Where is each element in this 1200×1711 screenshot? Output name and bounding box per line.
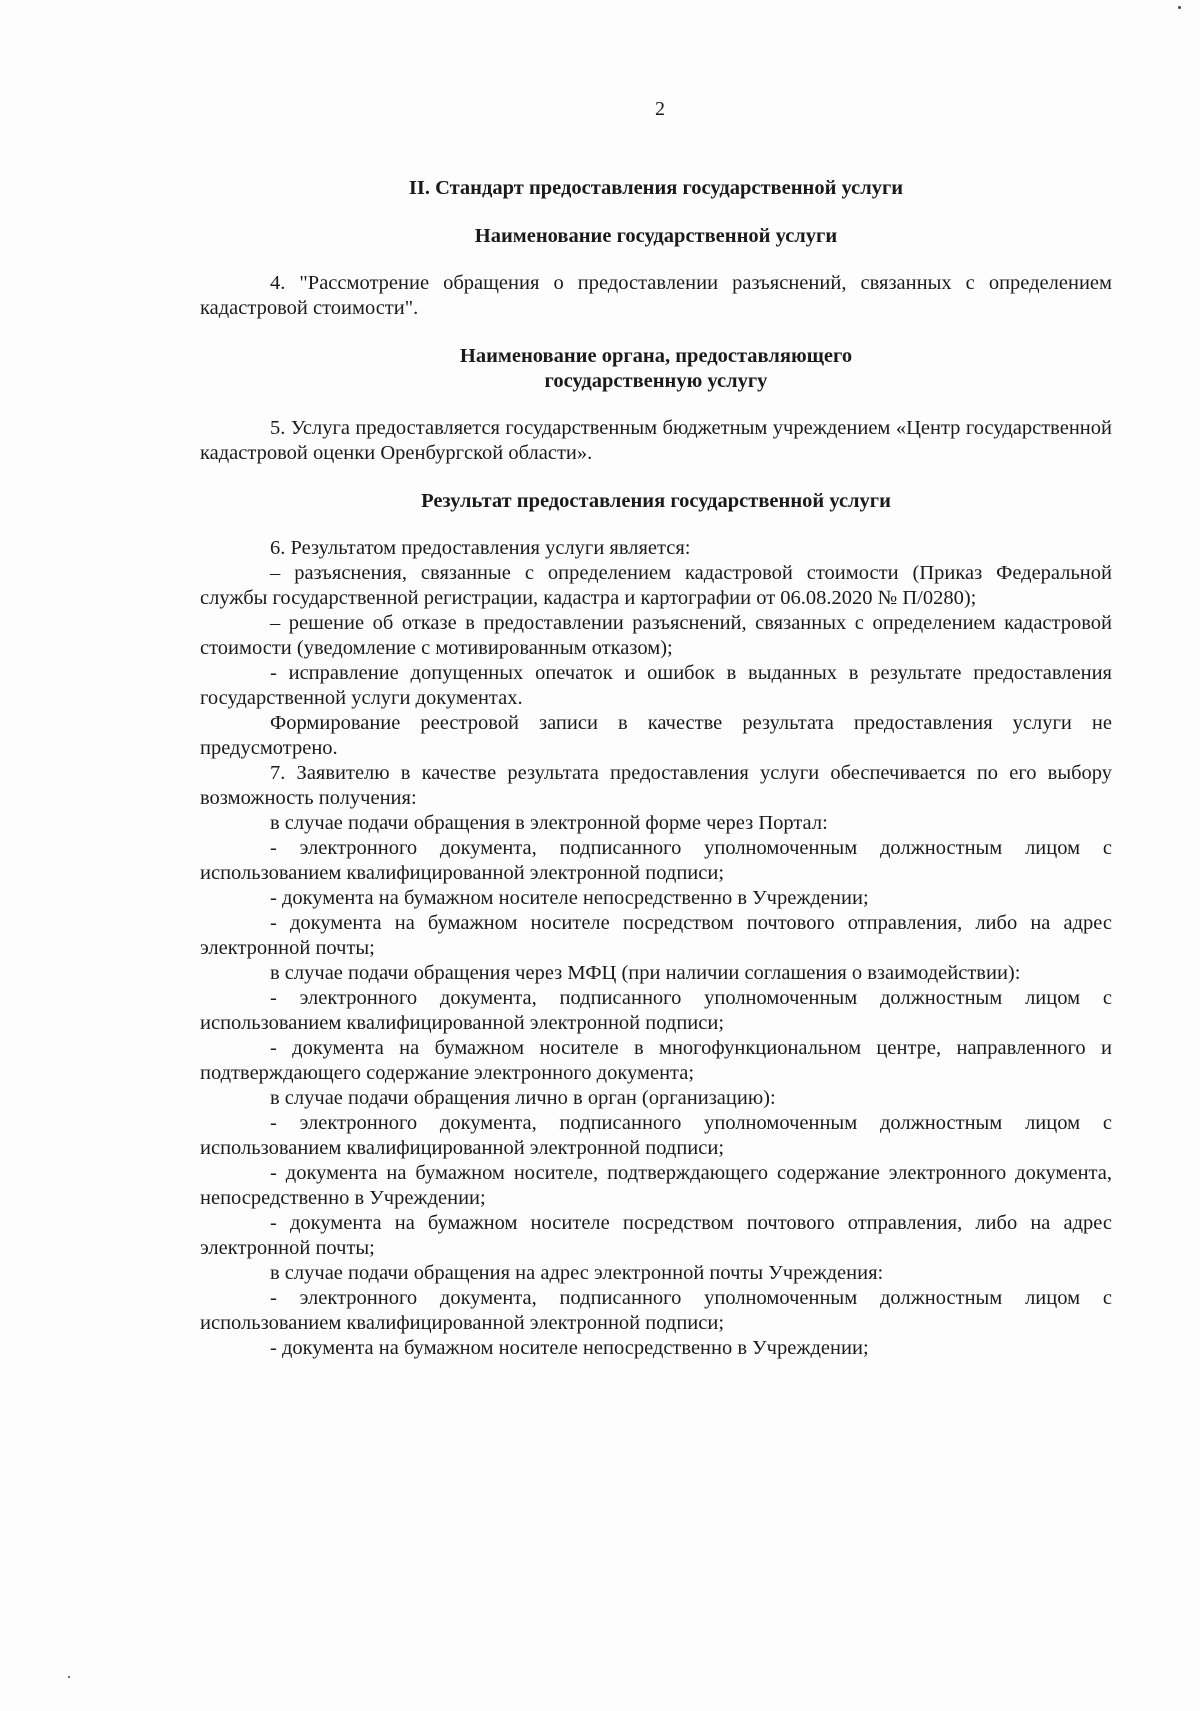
case-email: в случае подачи обращения на адрес электронной почты Учреждения: bbox=[270, 1262, 884, 1284]
case-email-item-paper: - документа на бумажном носителе непосредственно в Учреждении; bbox=[270, 1337, 869, 1359]
heading-service-name: Наименование государственной услуги bbox=[474, 225, 838, 247]
scan-speck bbox=[1178, 6, 1181, 9]
paragraph-5: 5. Услуга предоставляется государственным бюджетным учреждением «Центр государственной кадастровой оценки Оренбургской области». bbox=[200, 417, 1112, 464]
section-title: II. Стандарт предоставления государственной услуги bbox=[408, 177, 904, 199]
case-personal-item-paper: - документа на бумажном носителе, подтверждающего содержание электронного документа, непосредственно в Учреждении; bbox=[200, 1162, 1112, 1209]
paragraph-6-item-corrections: - исправление допущенных опечаток и ошибок в выданных в результате предоставления государственной услуги документах. bbox=[200, 662, 1112, 709]
case-portal: в случае подачи обращения в электронной форме через Портал: bbox=[270, 812, 828, 834]
page-number: 2 bbox=[655, 98, 665, 120]
paragraph-6-item-clarifications: – разъяснения, связанные с определением кадастровой стоимости (Приказ Федеральной службы государственной регистрации, кадастра и картографии от 06.08.2020 № П/0280); bbox=[200, 562, 1112, 609]
paragraph-6-registry-note: Формирование реестровой записи в качестве результата предоставления услуги не предусмотрено. bbox=[200, 712, 1112, 759]
heading-providing-body-line2: государственную услугу bbox=[544, 370, 768, 392]
case-mfc-item-electronic: - электронного документа, подписанного уполномоченным должностным лицом с использованием квалифицированной электронной подписи; bbox=[200, 987, 1112, 1034]
case-personal-item-electronic: - электронного документа, подписанного уполномоченным должностным лицом с использованием квалифицированной электронной подписи; bbox=[200, 1112, 1112, 1159]
case-portal-item-mail: - документа на бумажном носителе посредством почтового отправления, либо на адрес электронной почты; bbox=[200, 912, 1112, 959]
heading-providing-body bbox=[200, 344, 1112, 394]
paragraph-6: 6. Результатом предоставления услуги является: bbox=[270, 537, 691, 559]
case-email-item-electronic: - электронного документа, подписанного уполномоченным должностным лицом с использованием квалифицированной электронной подписи; bbox=[200, 1287, 1112, 1334]
paragraph-4: 4. "Рассмотрение обращения о предоставлении разъяснений, связанных с определением кадастровой стоимости". bbox=[200, 272, 1112, 319]
case-personal-item-mail: - документа на бумажном носителе посредством почтового отправления, либо на адрес электронной почты; bbox=[200, 1212, 1112, 1259]
heading-result: Результат предоставления государственной услуги bbox=[421, 490, 891, 512]
case-portal-item-electronic: - электронного документа, подписанного уполномоченным должностным лицом с использованием квалифицированной электронной подписи; bbox=[200, 837, 1112, 884]
case-mfc: в случае подачи обращения через МФЦ (при наличии соглашения о взаимодействии): bbox=[270, 962, 1021, 984]
paragraph-6-item-refusal: – решение об отказе в предоставлении разъяснений, связанных с определением кадастровой стоимости (уведомление с мотивированным отказом); bbox=[200, 612, 1112, 659]
case-mfc-item-paper: - документа на бумажном носителе в многофункциональном центре, направленного и подтверждающего содержание электронного документа; bbox=[200, 1037, 1112, 1084]
heading-providing-body-line1: Наименование органа, предоставляющего bbox=[459, 345, 853, 367]
case-portal-item-paper: - документа на бумажном носителе непосредственно в Учреждении; bbox=[270, 887, 869, 909]
paragraph-7: 7. Заявителю в качестве результата предоставления услуги обеспечивается по его выбору возможность получения: bbox=[200, 762, 1112, 809]
case-personal: в случае подачи обращения лично в орган (организацию): bbox=[270, 1087, 776, 1109]
document-body bbox=[200, 176, 1112, 1361]
scan-speck bbox=[68, 1676, 70, 1678]
